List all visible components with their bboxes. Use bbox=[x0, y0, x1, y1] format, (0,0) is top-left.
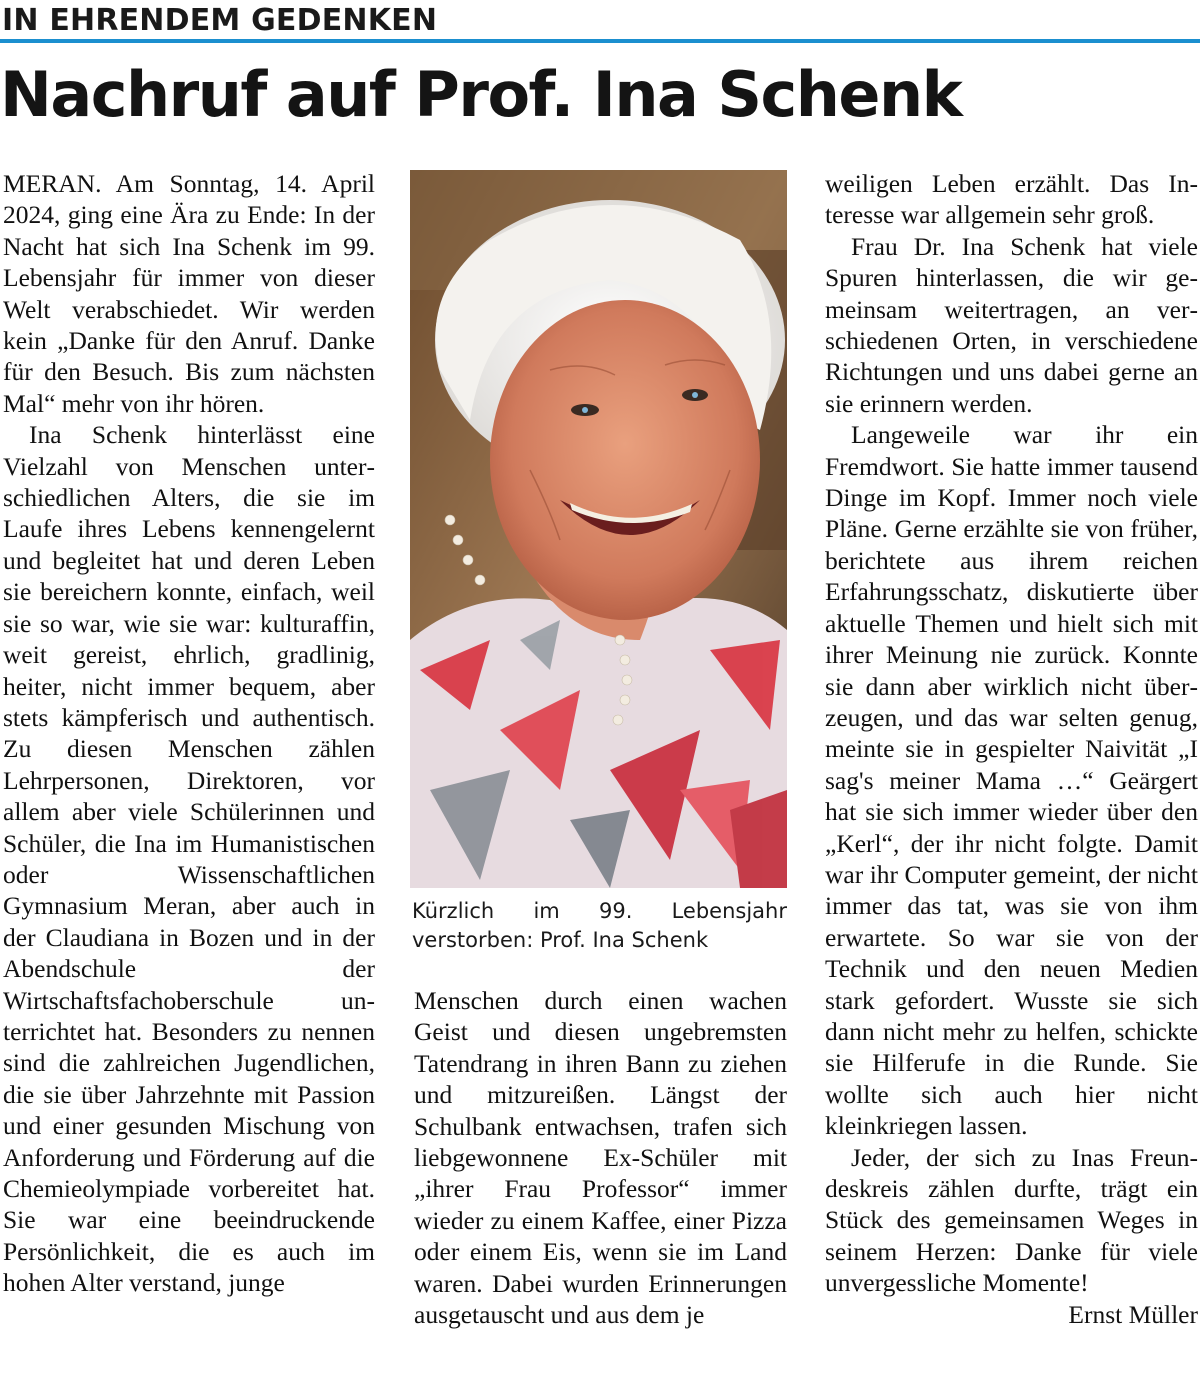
article-paragraph: Frau Dr. Ina Schenk hat viele Spuren hinterlassen, die wir gemeinsam weitertragen, an verschiedenen Orten, in verschiedene Richtungen und uns dabei gerne an sie erinnern werden. bbox=[825, 231, 1198, 418]
article-column-3 bbox=[825, 168, 1198, 1330]
article-paragraph: MERAN. Am Sonntag, 14. April 2024, ging eine Ära zu Ende: In der Nacht hat sich Ina Schenk im 99. Lebensjahr für immer von dieser Welt verabschiedet. Wir werden kein „Danke für den Anruf. Danke für den Besuch. Bis zum nächsten Mal“ mehr von ihr hören. bbox=[3, 169, 375, 418]
headline: Nachruf auf Prof. Ina Schenk bbox=[0, 58, 962, 131]
article-paragraph: Jeder, der sich zu Inas Freundeskreis zählen durfte, trägt ein Stück des gemeinsamen Weges in seinem Herzen: Danke für viele unvergessliche Momente! bbox=[825, 1142, 1198, 1298]
author-signature: Ernst Müller bbox=[1068, 1299, 1198, 1329]
article-column-1 bbox=[3, 168, 375, 1299]
portrait-photo bbox=[410, 170, 787, 888]
article-paragraph: Menschen durch einen wachen Geist und diesen ungebremsten Tatendrang in ihren Bann zu ziehen und mitzureißen. Längst der Schulbank entwachsen, trafen sich liebgewonnene Ex-Schüler mit „ihrer Frau Professor“ immer wieder zu einem Kaffee, einer Pizza oder einem Eis, wenn sie im Land waren. Dabei wurden Erinnerungen ausgetauscht und aus dem je bbox=[414, 986, 787, 1330]
section-rule bbox=[0, 39, 1200, 43]
article-paragraph: weiligen Leben erzählt. Das Interesse war allgemein sehr groß. bbox=[825, 169, 1198, 230]
photo-caption: Kürzlich im 99. Lebensjahr verstorben: Prof. Ina Schenk bbox=[412, 899, 787, 952]
article-paragraph: Langeweile war ihr ein Fremdwort. Sie hatte immer tausend Dinge im Kopf. Immer noch viele Pläne. Gerne erzählte sie von früher, berichtete aus ihrem reichen Erfahrungsschatz, diskutierte über aktuelle Themen und hielt sich mit ihrer Meinung nie zurück. Konnte sie dann aber wirklich nicht überzeugen, und das war selten genug, meinte sie in gespielter Naivität „I sag's meiner Mama …“ Geärgert hat sie sich immer wieder über den „Kerl“, der ihr nicht folgte. Damit war ihr Computer gemeint, der nicht immer das tat, was sie von ihm erwartete. So war sie von der Technik und den neuen Medien stark gefordert. Wusste sie sich dann nicht mehr zu helfen, schickte sie Hilferufe in die Runde. Sie wollte sich auch hier nicht kleinkriegen lassen. bbox=[825, 420, 1198, 1141]
article-column-2 bbox=[414, 985, 787, 1330]
article-paragraph: Ina Schenk hinterlässt eine Vielzahl von Menschen unterschiedlichen Alters, die sie im Laufe ihres Lebens kennengelernt und begleitet hat und deren Leben sie bereichern konnte, einfach, weil sie so war, wie sie war: kulturaffin, weit gereist, ehrlich, gradlinig, heiter, nicht immer bequem, aber stets kämpferisch und authentisch. Zu diesen Menschen zählen Lehrpersonen, Direktoren, vor allem aber viele Schülerinnen und Schüler, die Ina im Humanistischen oder Wissenschaftlichen Gymnasium Meran, aber auch in der Claudiana in Bozen und in der Abendschule der Wirtschaftsfachoberschule unterrichtet hat. Besonders zu nennen sind die zahlreichen Jugendlichen, die sie über Jahrzehnte mit Passion und einer gesunden Mischung von Anforderung und Förderung auf die Chemieolympiade vorbereitet hat. Sie war eine beeindruckende Persönlichkeit, die es auch im hohen Alter verstand, junge bbox=[3, 420, 375, 1298]
section-kicker: IN EHRENDEM GEDENKEN bbox=[2, 3, 438, 38]
